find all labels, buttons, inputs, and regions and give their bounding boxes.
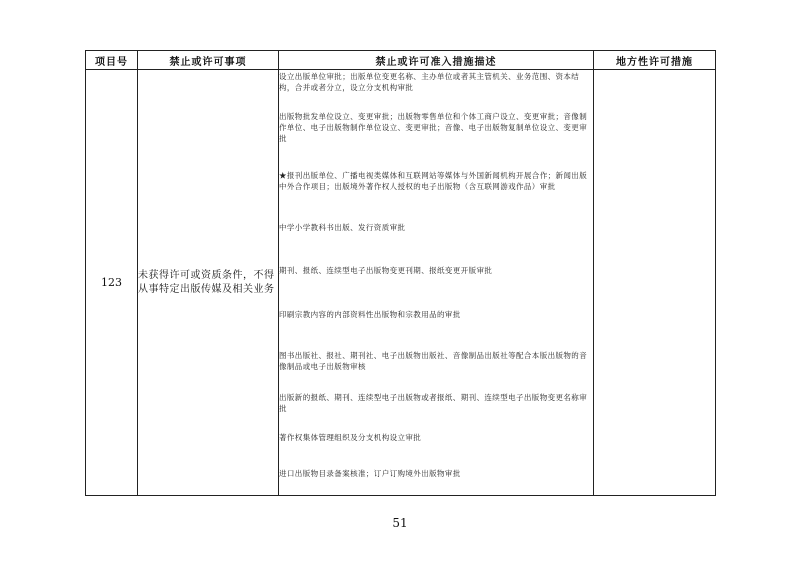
- measures-cell: [279, 70, 594, 496]
- measure-entry: 期刊、报纸、连续型电子出版物变更刊期、报纸变更开版审批: [279, 266, 493, 275]
- header-matter: 禁止或许可事项: [138, 51, 279, 70]
- item-number-cell: 123: [86, 70, 138, 496]
- measure-entry: 出版新的报纸、期刊、连续型电子出版物或者报纸、期刊、连续型电子出版物变更名称审批: [279, 393, 588, 413]
- matter-cell: 未获得许可或资质条件，不得从事特定出版传媒及相关业务: [138, 70, 279, 496]
- measure-entry: 印刷宗教内容的内部资料性出版物和宗教用品的审批: [279, 310, 461, 319]
- table-row: [86, 70, 716, 496]
- header-measure-description: 禁止或许可准入措施描述: [279, 51, 594, 70]
- measure-entry: ★报刊出版单位、广播电视类媒体和互联网站等媒体与外国新闻机构开展合作；新闻出版中外合作项目；出版境外著作权人授权的电子出版物（含互联网游戏作品）审批: [279, 171, 588, 191]
- measure-entry: 进口出版物目录备案核准；订户订购境外出版物审批: [279, 469, 461, 478]
- measure-entry: 中学小学教科书出版、发行资质审批: [279, 223, 406, 232]
- table-header-row: [86, 51, 716, 70]
- measure-entry: 著作权集体管理组织及分支机构设立审批: [279, 433, 422, 442]
- measures-table: [85, 50, 716, 496]
- header-item-number: 项目号: [86, 51, 138, 70]
- measure-entry: 出版物批发单位设立、变更审批；出版物零售单位和个体工商户设立、变更审批；音像制作单位、电子出版物制作单位设立、变更审批；音像、电子出版物复制单位设立、变更审批: [279, 112, 588, 143]
- page-number: 51: [392, 516, 408, 530]
- header-local-measures: 地方性许可措施: [594, 51, 716, 70]
- local-measures-cell: [594, 70, 716, 496]
- measure-entry: 图书出版社、报社、期刊社、电子出版物出版社、音像制品出版社等配合本版出版物的音像制品或电子出版物审核: [279, 351, 588, 371]
- measure-entry: 设立出版单位审批；出版单位变更名称、主办单位或者其主管机关、业务范围、资本结构，合并或者分立，设立分支机构审批: [279, 72, 580, 92]
